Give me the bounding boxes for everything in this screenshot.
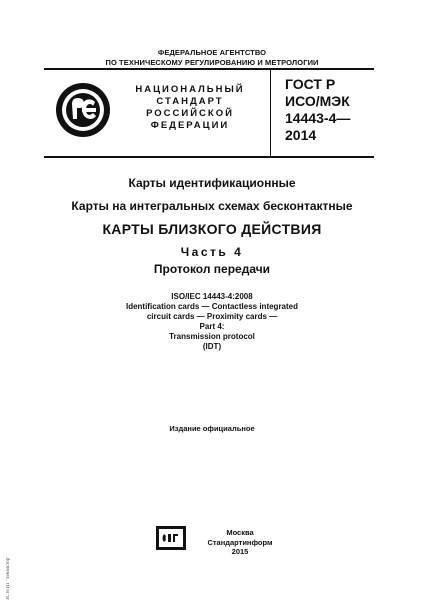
publisher-city: Москва	[226, 528, 254, 537]
standard-designation	[285, 76, 350, 144]
rst-logo-icon	[55, 82, 111, 138]
gost-line: ИСО/МЭК	[285, 93, 350, 109]
bottom-rule	[44, 156, 374, 158]
national-standard-line: РОССИЙСКОЙ	[146, 108, 234, 119]
national-standard-line: СТАНДАРТ	[156, 96, 224, 107]
part-title: Протокол передачи	[153, 262, 271, 276]
english-line: circuit cards — Proximity cards —	[146, 312, 278, 321]
title-line-1: Карты идентификационные	[128, 176, 296, 190]
english-line: (IDT)	[202, 342, 222, 351]
standartinform-logo-icon	[156, 526, 186, 550]
title-line-2: Карты на интегральных схемах бесконтактные	[71, 199, 353, 213]
national-standard-line: НАЦИОНАЛЬНЫЙ	[135, 84, 245, 95]
agency-name	[0, 48, 424, 68]
publisher-year: 2015	[231, 547, 249, 556]
english-line: Identification cards — Contactless integrated	[125, 302, 299, 311]
gost-line: 14443-4—	[285, 110, 351, 126]
side-note: ЗС НТП "Тензистор"	[6, 555, 11, 600]
edition-label: Издание официальное	[169, 424, 255, 433]
title-main: КАРТЫ БЛИЗКОГО ДЕЙСТВИЯ	[102, 221, 322, 237]
gost-line: 2014	[285, 127, 317, 143]
national-standard-line: ФЕДЕРАЦИИ	[150, 120, 230, 131]
national-standard-label	[130, 84, 250, 132]
english-line: Transmission protocol	[169, 332, 255, 341]
agency-line-2: ПО ТЕХНИЧЕСКОМУ РЕГУЛИРОВАНИЮ И МЕТРОЛОГИИ	[105, 58, 319, 67]
header-separator	[270, 68, 271, 156]
english-line: ISO/IEC 14443-4:2008	[171, 292, 253, 301]
top-rule	[44, 68, 374, 70]
agency-line-1: ФЕДЕРАЛЬНОЕ АГЕНТСТВО	[157, 48, 267, 57]
gost-line: ГОСТ Р	[285, 76, 336, 92]
english-line: Part 4:	[199, 322, 225, 331]
publisher-name: Стандартинформ	[207, 537, 273, 547]
publisher-block	[200, 528, 280, 557]
part-number: Часть 4	[180, 245, 244, 259]
english-title-block	[0, 292, 424, 352]
